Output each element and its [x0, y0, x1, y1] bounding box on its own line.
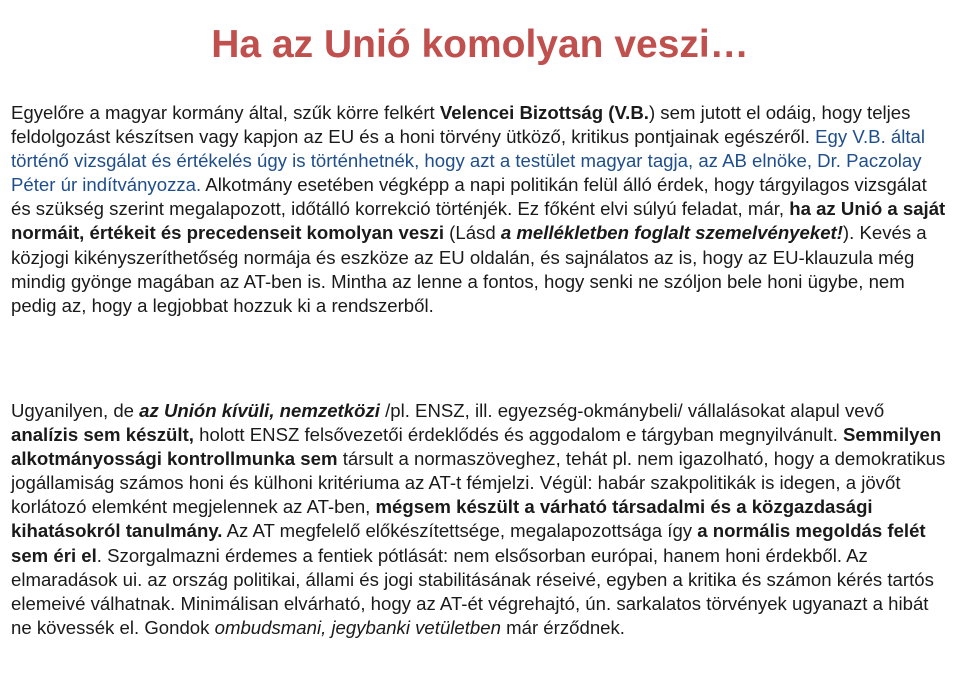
text-run: (Lásd	[444, 222, 501, 244]
text-run: ). Kevés a közjogi kikényszeríthetőség normája és eszköze az EU oldalán, és sajnálatos az is, hogy az EU-klauzula még mindig gyönge magában az AT-ben is. Mintha az lenne a fontos, hogy senki ne szóljon bele honi ügybe, nem pedig az, hogy a legjobbat hozzuk ki a rendszerből.	[11, 222, 927, 316]
italic-run: ombudsmani, jegybanki vetületben	[214, 616, 501, 638]
text-run: Egyelőre a magyar kormány által, szűk körre felkért	[11, 102, 440, 123]
text-run: társult a normaszöveghez, tehát pl. nem igazolható, hogy a demokratikus jogállamiság számos honi és külhoni kritériuma az AT-t fémjelzi. Végül: habár szakpolitikák is idegen, a jövőt korlátozó elemként megjelennek az AT-ben,	[11, 448, 946, 518]
bold-italic-run: a mellékletben foglalt szemelvényeket!	[500, 222, 843, 244]
bold-italic-run: az Unión kívüli, nemzetközi	[139, 400, 380, 421]
text-run: Alkotmány esetében végképp a napi politikán felül álló érdek, hogy tárgyilagos vizsgálat és szükség szerint megalapozott, időtálló korrekció történjék. Ez főként elvi súlyú feladat, már,	[11, 174, 927, 220]
text-run: már érződnek.	[500, 616, 625, 638]
bold-run: Velencei Bizottság (V.B.	[439, 102, 649, 123]
text-run: Ugyanilyen, de	[11, 400, 140, 421]
slide-title: Ha az Unió komolyan veszi…	[211, 23, 749, 66]
paragraph-venice-commission	[11, 101, 951, 318]
bold-run: a normális megoldás felét sem éri el	[11, 520, 926, 566]
text-run: holott ENSZ felsővezetői érdeklődés és aggodalom e tárgyban megnyilvánult.	[193, 424, 844, 446]
bold-run: Semmilyen alkotmányossági kontrollmunka sem	[11, 424, 942, 470]
bold-run: ha az Unió a saját normáit, értékeit és precedenseit komolyan veszi	[11, 198, 946, 244]
text-run: /pl. ENSZ, ill. egyezség-okmánybeli/ vállalásokat alapul vevő	[379, 400, 885, 421]
text-run: ) sem jutott el odáig, hogy teljes feldolgozást készítsen vagy kapjon az EU és a honi törvény ütköző, kritikus pontjainak egészéről.	[11, 102, 911, 148]
paragraph-international-analysis	[11, 399, 951, 640]
bold-run: mégsem készült a várható társadalmi és a közgazdasági kihatásokról tanulmány.	[11, 496, 873, 542]
bold-run: analízis sem készült,	[11, 424, 194, 446]
text-run: Az AT megfelelő előkészítettsége, megalapozottsága így	[222, 520, 698, 542]
highlighted-run: Egy V.B. által történő vizsgálat és értékelés úgy is történhetnék, hogy azt a testület magyar tagja, az AB elnöke, Dr. Paczolay Péter úr indítványozza.	[11, 126, 926, 196]
text-run: . Szorgalmazni érdemes a fentiek pótlását: nem elsősorban európai, hanem honi érdekből. Az elmaradások ui. az ország politikai, állami és jogi stabilitásának réseivé, egyben a kritika és számon kérés tartós elemeivé válhatnak. Minimálisan elvárható, hogy az AT-ét végrehajtó, ún. sarkalatos törvények ugyanazt a hibát ne kövessék el. Gondok	[11, 544, 934, 638]
